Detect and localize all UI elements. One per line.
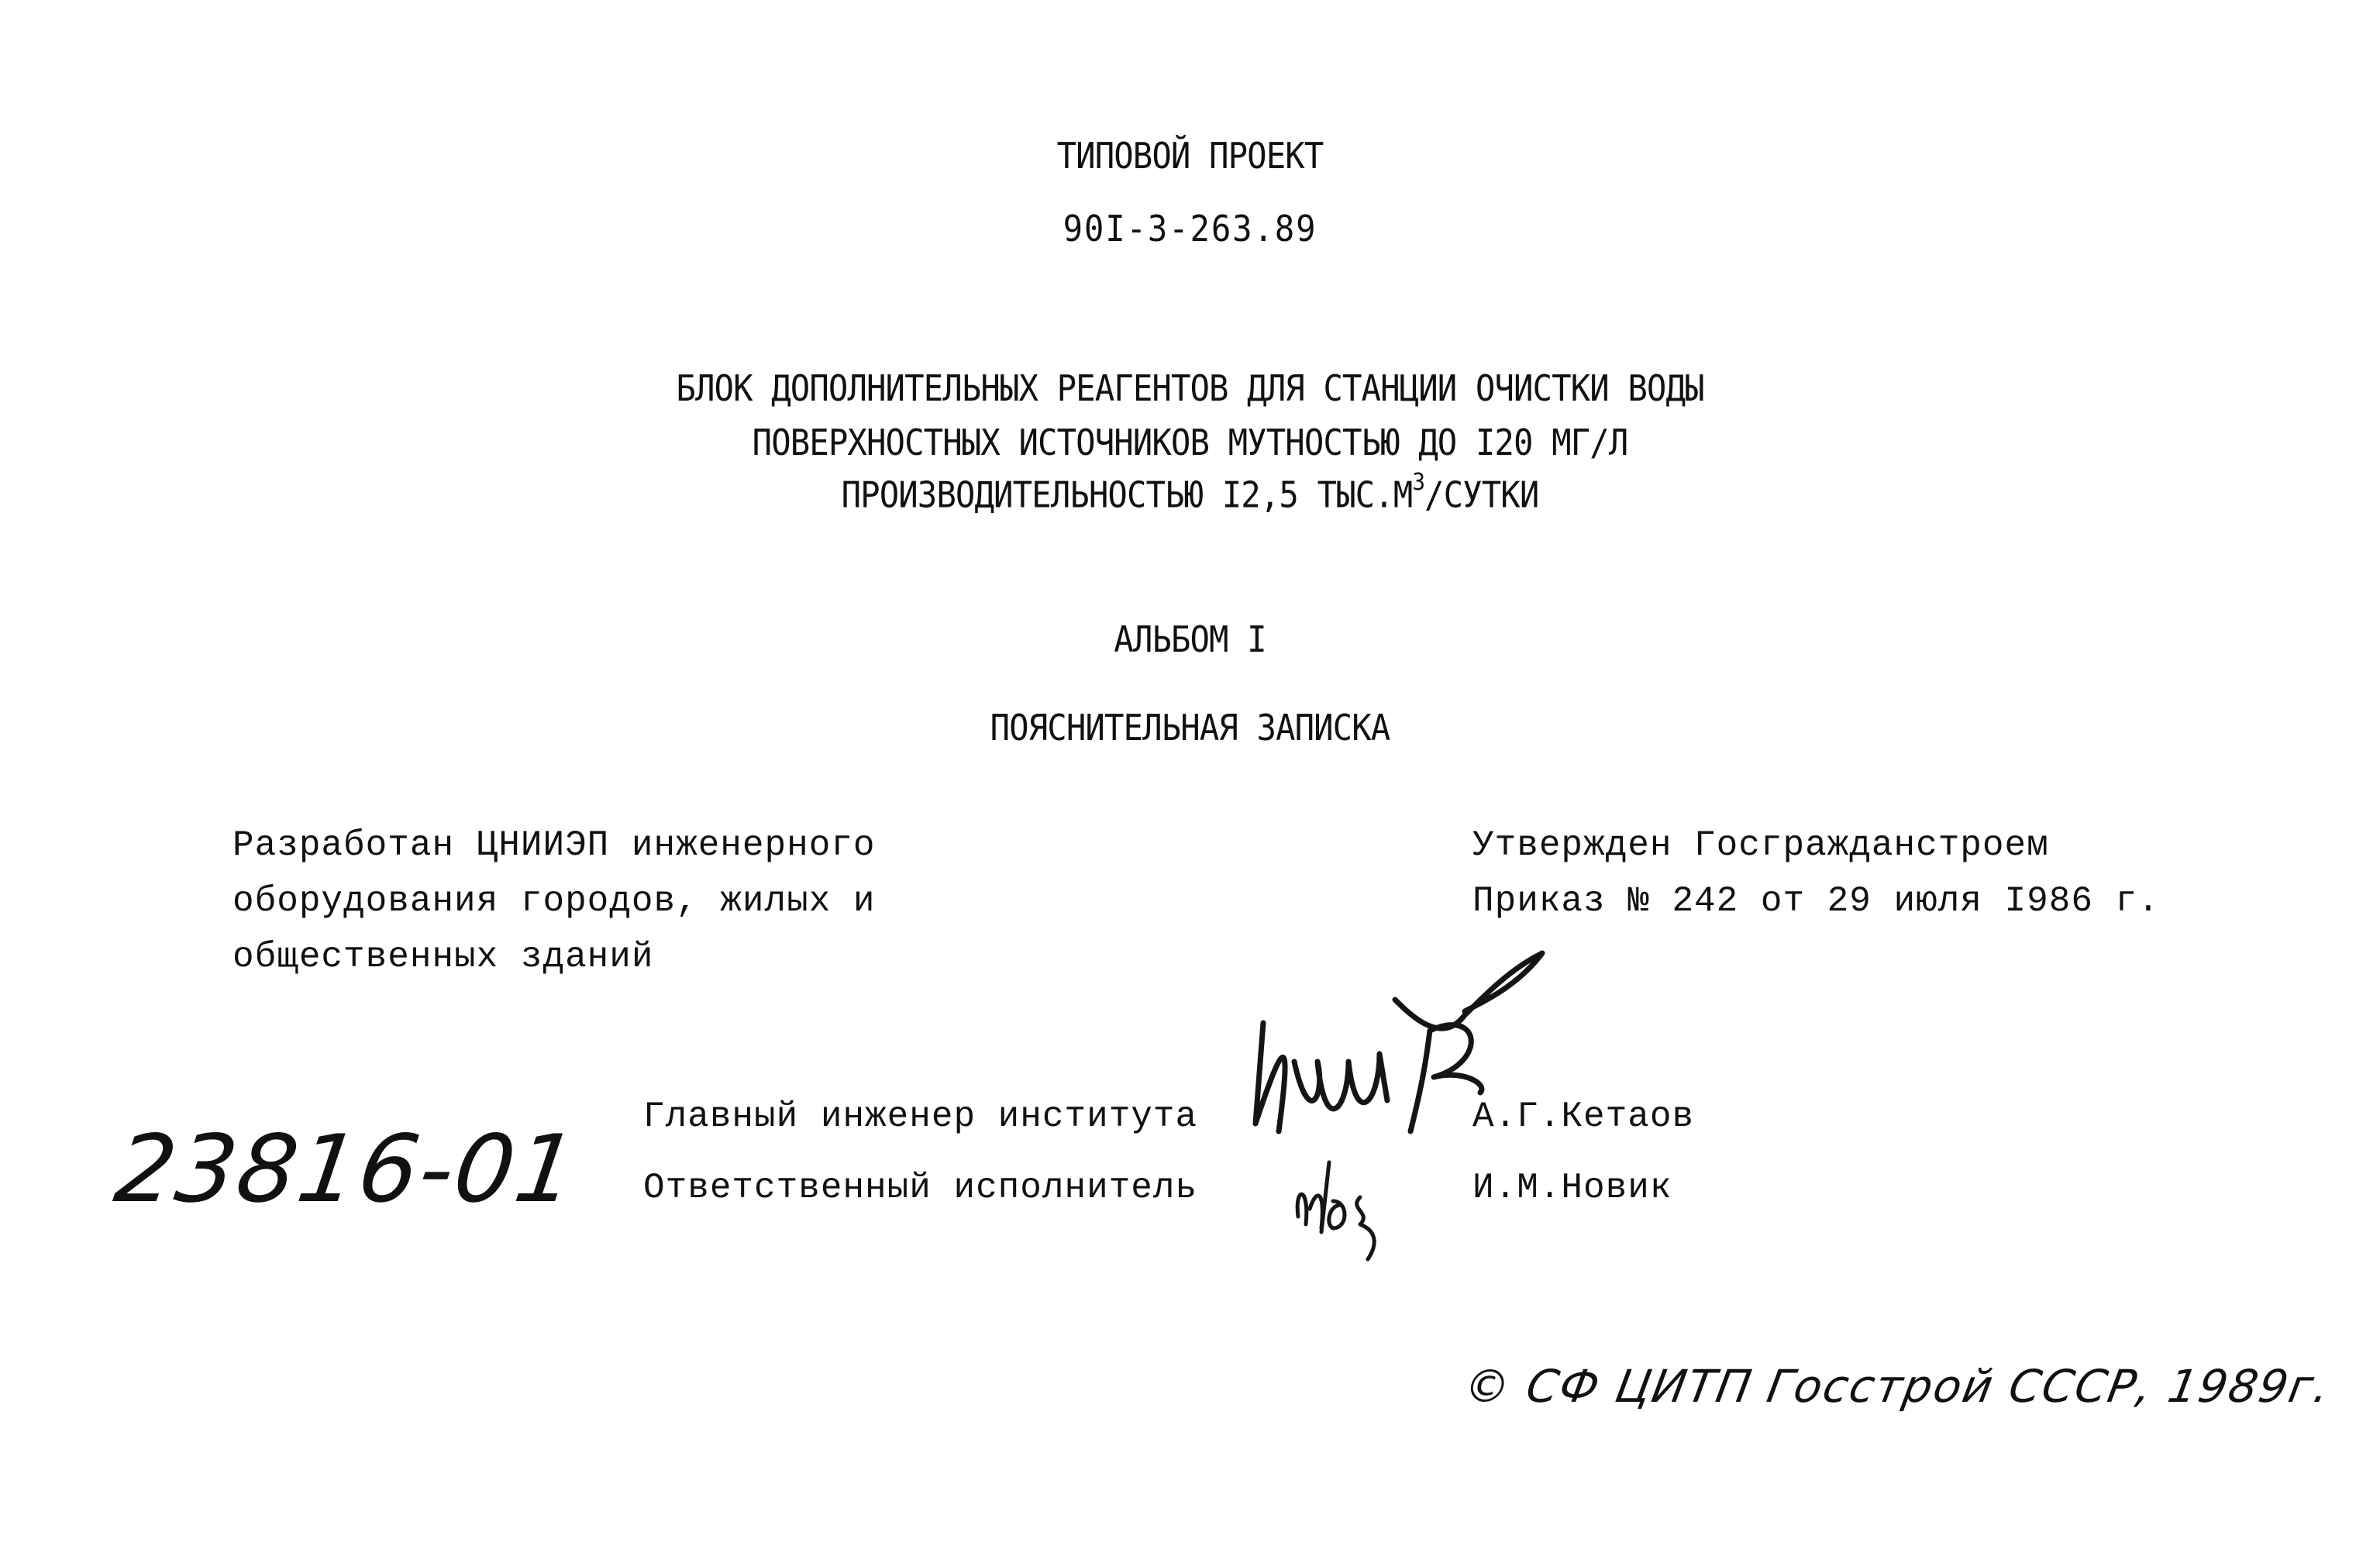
album-label: АЛЬБОМ I	[1114, 618, 1266, 660]
title-line-3-suffix: /СУТКИ	[1424, 473, 1539, 516]
publisher-stamp: © СФ ЦИТП Госстрой СССР, 1989г.	[1460, 1360, 2335, 1413]
developer-line-1: Разработан ЦНИИЭП инженерного	[232, 825, 876, 866]
document-type-label: ТИПОВОЙ ПРОЕКТ	[1056, 135, 1324, 177]
approval-line-1: Утвержден Госгражданстроем	[1472, 825, 2049, 866]
developer-line-3: общественных зданий	[232, 937, 654, 977]
signatory-name-chief-engineer: А.Г.Кетаов	[1472, 1096, 1695, 1137]
title-line-3-prefix: ПРОИЗВОДИТЕЛЬНОСТЬЮ I2,5 ТЫС.М	[841, 473, 1413, 516]
document-number-stamp: 23816-01	[108, 1116, 584, 1224]
approval-line-2: Приказ № 242 от 29 июля I986 г.	[1472, 881, 2160, 921]
signatory-role-chief-engineer: Главный инженер института	[643, 1096, 1198, 1137]
title-line-2: ПОВЕРХНОСТНЫХ ИСТОЧНИКОВ МУТНОСТЬЮ ДО I20 МГ/Л	[752, 422, 1628, 463]
developer-line-2: оборудования городов, жилых и	[232, 881, 876, 921]
signatory-role-responsible-executor: Ответственный исполнитель	[643, 1168, 1198, 1208]
album-subtitle: ПОЯСНИТЕЛЬНАЯ ЗАПИСКА	[990, 707, 1390, 749]
title-line-3	[95, 469, 2285, 516]
title-line-1: БЛОК ДОПОЛНИТЕЛЬНЫХ РЕАГЕНТОВ ДЛЯ СТАНЦИИ ОЧИСТКИ ВОДЫ	[676, 367, 1704, 409]
signatory-name-responsible-executor: И.М.Новик	[1472, 1168, 1672, 1208]
signature-responsible-executor	[1286, 1155, 1418, 1263]
project-code: 90I-3-263.89	[1063, 208, 1317, 250]
signature-chief-engineer	[1232, 938, 1558, 1147]
title-line-3-superscript: 3	[1412, 469, 1425, 496]
